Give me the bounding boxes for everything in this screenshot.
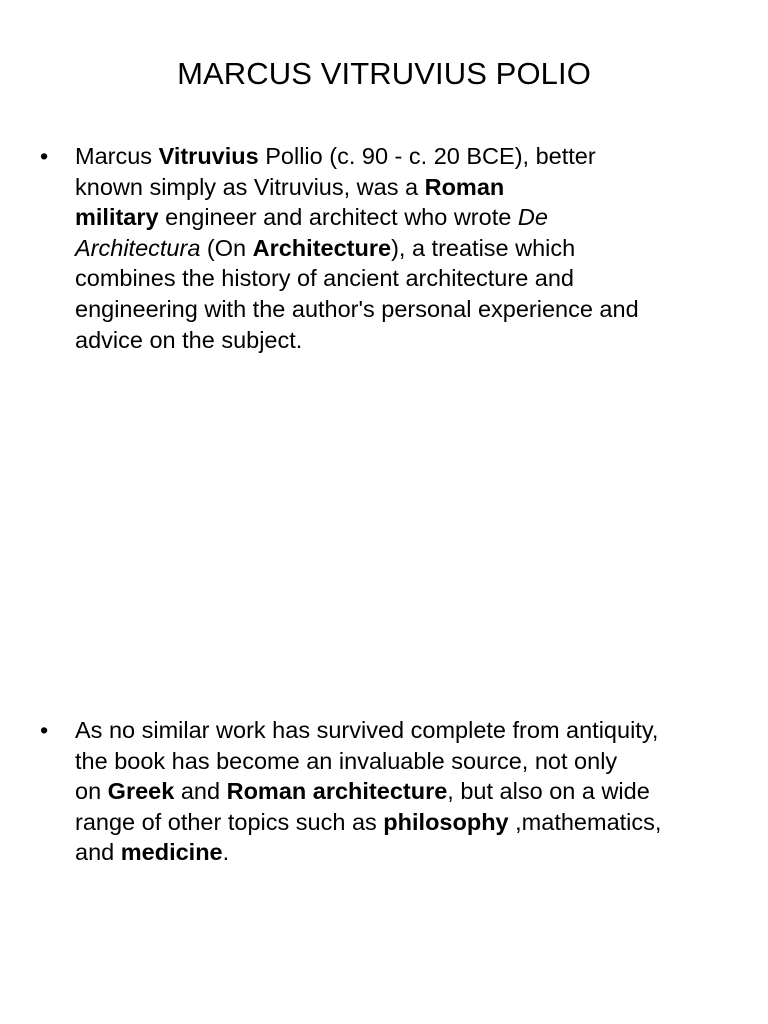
text-run: Marcus [75,143,159,169]
italic-term: Architectura [75,234,201,261]
text-run: range of other topics such as [75,808,384,835]
text-line: the book has become an invaluable source, not only [75,747,618,774]
text-run: engineer and architect who wrote [158,204,518,231]
bold-term: medicine [120,839,223,866]
text-run: on [75,778,108,805]
bold-term: Vitruvius [158,143,259,169]
text-line [75,233,725,264]
bullet-text [75,715,725,868]
text-run: and [174,778,227,805]
bold-term: Roman [424,173,505,200]
text-run: (On [200,234,253,261]
bold-term: Greek [107,778,175,805]
text-run: Pollio (c. 90 - c. 20 BCE), better [258,143,596,169]
text-line: engineering with the author's personal experience and [75,295,639,322]
text-run: . [222,839,230,866]
bullet-marker: • [40,717,49,743]
text-run: , but also on a wide [447,778,650,805]
text-line [75,141,725,172]
text-line [75,807,725,838]
bold-term: military [75,204,159,231]
text-line: advice on the subject. [75,326,303,353]
text-line [75,776,725,807]
text-line [75,202,725,233]
text-line: combines the history of ancient architecture and [75,265,574,292]
text-line: As no similar work has survived complete from antiquity, [75,717,659,743]
bullet-item-legacy [40,715,740,868]
text-run: ), a treatise which [391,234,576,261]
bullet-item-vitruvius-bio [40,141,740,355]
slide-title: MARCUS VITRUVIUS POLIO [177,56,591,91]
bullet-marker: • [40,143,49,169]
text-run: and [75,839,121,866]
italic-term: De [517,204,548,231]
text-line [75,837,725,868]
text-run: ,mathematics, [508,808,662,835]
text-line [75,172,725,203]
bullet-text [75,141,725,355]
bold-term: philosophy [383,808,509,835]
bold-term: Roman architecture [226,778,448,805]
text-run: known simply as Vitruvius, was a [75,173,425,200]
bold-term: Architecture [252,234,392,261]
